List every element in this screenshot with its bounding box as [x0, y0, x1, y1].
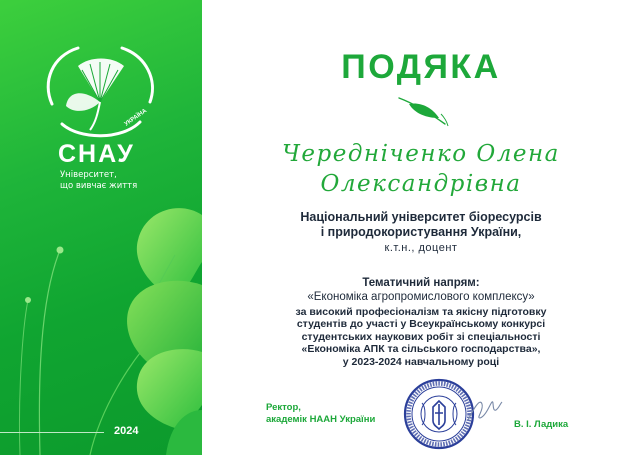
- award-reason: [242, 306, 600, 368]
- recipient-name-line1: Чередніченко Олена: [282, 141, 560, 167]
- reason-line2: студентів до участі у Всеукраїнському конкурсі: [296, 318, 546, 331]
- recipient-name-line2: Олександрівна: [320, 171, 522, 197]
- university-logo-emblem: [40, 42, 162, 142]
- logo-name: СНАУ: [58, 140, 135, 168]
- institution-name: [202, 210, 640, 240]
- institution-line1: Національний університет біоресурсів: [300, 210, 542, 224]
- theme-value: «Економіка агропромислового комплексу»: [307, 291, 535, 303]
- signer-title-line1: Ректор,: [266, 402, 301, 413]
- leaf-ornament-icon: [395, 94, 449, 128]
- left-decorative-panel: [0, 0, 202, 455]
- theme-label: Тематичний напрям:: [362, 277, 480, 289]
- signer-title-line2: академік НААН України: [266, 414, 376, 425]
- logo-motto-line1: Університет,: [60, 170, 117, 180]
- reason-line3: студентських наукових робіт зі спеціальності: [301, 330, 541, 343]
- certificate-title: ПОДЯКА: [341, 48, 501, 86]
- reason-line1: за високий професіоналізм та якісну підготовку: [295, 306, 547, 318]
- reason-line4: «Економіка АПК та сільського господарства»,: [301, 343, 541, 356]
- year-divider: [0, 432, 104, 433]
- logo-motto-line2: що вивчає життя: [60, 181, 138, 191]
- rector-signature: [464, 394, 504, 424]
- logo-badge-text: УКРАЇНА: [123, 108, 149, 128]
- signer-title: [266, 402, 406, 426]
- academic-degree: к.т.н., доцент: [384, 242, 458, 254]
- year-label: 2024: [114, 425, 139, 437]
- certificate-content: [202, 0, 640, 455]
- reason-line5: у 2023-2024 навчальному році: [342, 355, 500, 368]
- logo-motto: [60, 170, 160, 192]
- signer-name: В. І. Ладика: [514, 419, 569, 430]
- institution-line2: і природокористування України,: [320, 225, 522, 239]
